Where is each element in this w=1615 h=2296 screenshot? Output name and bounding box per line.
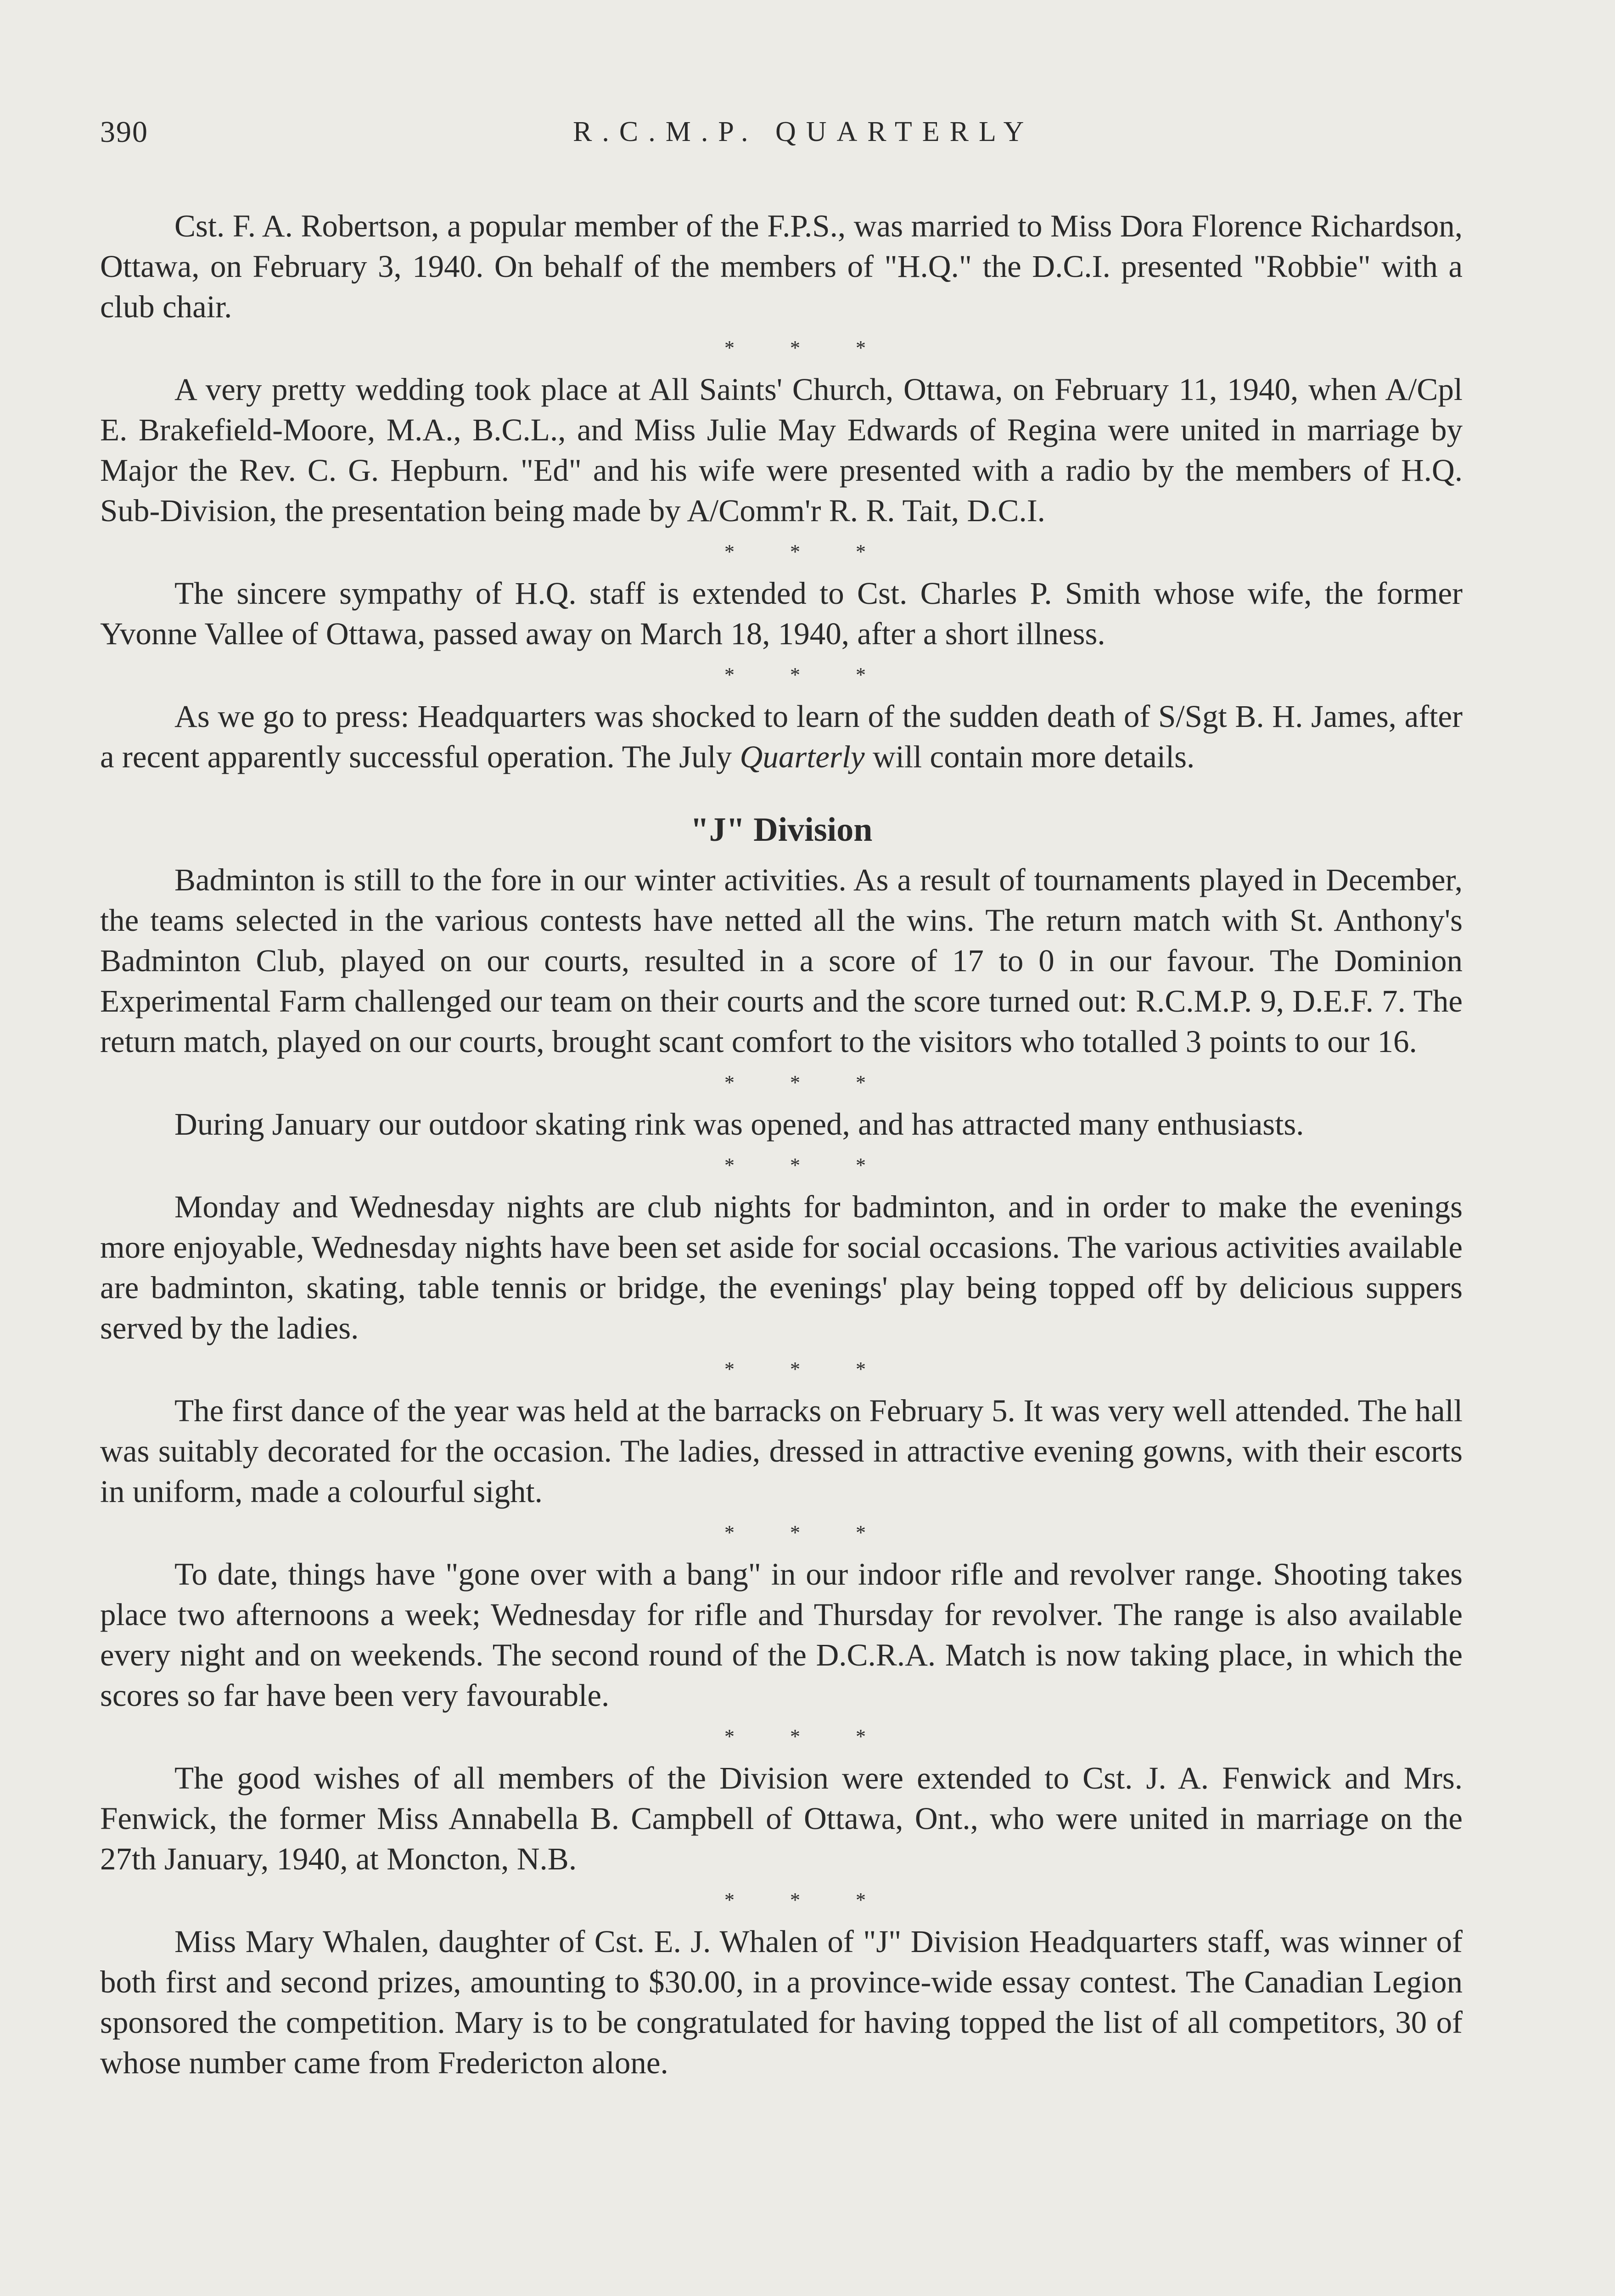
paragraph-brakefield-moore-wedding: A very pretty wedding took place at All Saints' Church, Ottawa, on February 11, 1940, when A/Cpl E. Brakefield-Moore, M.A., B.C.L., and Miss Julie May Edwards of Regina were united in marriage by Major the Rev. C. G. Hepburn. "Ed" and his wife were presented with a radio by the members of H.Q. Sub-Division, the presentation being made by A/Comm'r R. R. Tait, D.C.I. xyxy=(100,372,1463,528)
separator-stars: * * * xyxy=(724,1358,866,1380)
paragraph-club-nights: Monday and Wednesday nights are club nights for badminton, and in order to make the evenings more enjoyable, Wednesday nights have been set aside for social occasions. The various activities available are badminton, skating, table tennis or bridge, the evenings' play being topped off by delicious suppers served by the ladies. xyxy=(100,1189,1463,1345)
paragraph-badminton: Badminton is still to the fore in our winter activities. As a result of tournaments played in December, the teams selected in the various contests have netted all the wins. The return match with St. Anthony's Badminton Club, played on our courts, resulted in a score of 17 to 0 in our favour. The Dominion Experimental Farm challenged our team on their courts and the score turned out: R.C.M.P. 9, D.E.F. 7. The return match, played on our courts, brought scant comfort to the visitors who totalled 3 points to our 16. xyxy=(100,862,1463,1059)
separator-stars: * * * xyxy=(724,1071,866,1094)
paragraph-smith-sympathy: The sincere sympathy of H.Q. staff is extended to Cst. Charles P. Smith whose wife, the former Yvonne Vallee of Ottawa, passed away on March 18, 1940, after a short illness. xyxy=(100,576,1463,651)
section-heading-j-division: "J" Division xyxy=(690,811,873,849)
paragraph-james-death xyxy=(100,696,1463,777)
separator-stars: * * * xyxy=(724,540,866,563)
james-text-start: As we go to press: Headquarters was shocked to learn of the sudden death of S/Sgt B. H. James, after a recent apparently successful operation. The July xyxy=(100,699,1463,774)
page-number: 390 xyxy=(100,115,148,149)
quarterly-italic: Quarterly xyxy=(740,739,865,774)
page-header xyxy=(100,115,1477,156)
paragraph-first-dance: The first dance of the year was held at the barracks on February 5. It was very well attended. The hall was suitably decorated for the occasion. The ladies, dressed in attractive evening gowns, with their escorts in uniform, made a colourful sight. xyxy=(100,1393,1463,1509)
paragraph-fenwick-wedding: The good wishes of all members of the Division were extended to Cst. J. A. Fenwick and Mrs. Fenwick, the former Miss Annabella B. Campbell of Ottawa, Ont., who were united in marriage on the 27th January, 1940, at Moncton, N.B. xyxy=(100,1761,1463,1876)
paragraph-robertson-wedding: Cst. F. A. Robertson, a popular member of the F.P.S., was married to Miss Dora Florence Richardson, Ottawa, on February 3, 1940. On behalf of the members of "H.Q." the D.C.I. presented "Robbie" with a club chair. xyxy=(100,208,1463,324)
running-title: R.C.M.P. QUARTERLY xyxy=(573,116,1034,147)
james-text-end: will contain more details. xyxy=(864,739,1195,774)
separator-stars: * * * xyxy=(724,1889,866,1911)
separator-stars: * * * xyxy=(724,1725,866,1748)
article-column xyxy=(100,206,1463,2083)
separator-stars: * * * xyxy=(724,337,866,359)
separator-stars: * * * xyxy=(724,664,866,686)
separator-stars: * * * xyxy=(724,1521,866,1544)
paragraph-skating-rink: During January our outdoor skating rink was opened, and has attracted many enthusiasts. xyxy=(174,1107,1304,1142)
separator-stars: * * * xyxy=(724,1154,866,1176)
paragraph-whalen-essay: Miss Mary Whalen, daughter of Cst. E. J. Whalen of "J" Division Headquarters staff, was winner of both first and second prizes, amounting to $30.00, in a province-wide essay contest. The Canadian Legion sponsored the competition. Mary is to be congratulated for having topped the list of all competitors, 30 of whose number came from Fredericton alone. xyxy=(100,1924,1463,2080)
paragraph-rifle-range: To date, things have "gone over with a bang" in our indoor rifle and revolver range. Shooting takes place two afternoons a week; Wednesday for rifle and Thursday for revolver. The range is also available every night and on weekends. The second round of the D.C.R.A. Match is now taking place, in which the scores so far have been very favourable. xyxy=(100,1557,1463,1713)
